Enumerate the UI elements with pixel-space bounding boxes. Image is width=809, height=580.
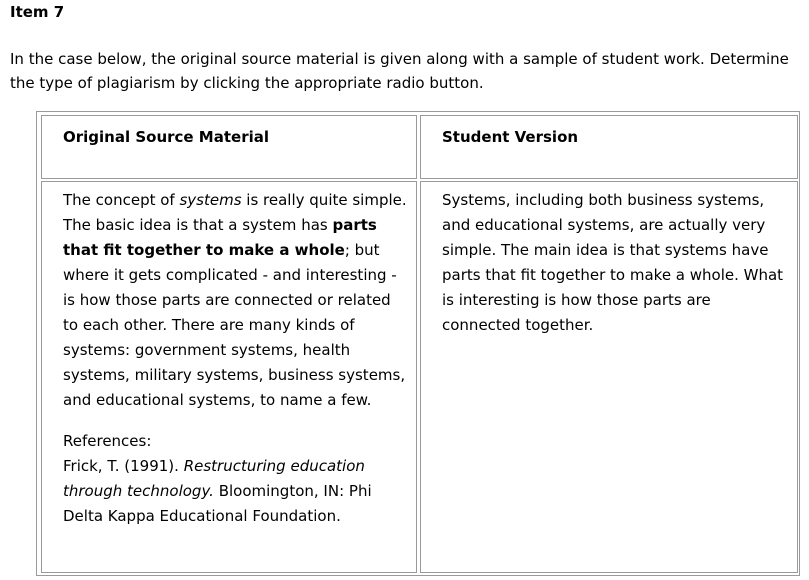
student-version-cell — [420, 181, 798, 573]
original-source-header — [41, 115, 417, 179]
reference-publisher: Bloomington, IN: Phi Delta Kappa Educational Foundation. — [63, 482, 372, 525]
student-version-header — [420, 115, 798, 179]
reference-citation — [63, 454, 408, 529]
instructions-text: In the case below, the original source material is given along with a sample of student work. Determine the type of plagiarism by clicking the appropriate radio button. — [10, 50, 789, 92]
reference-title: Restructuring education through technology. — [63, 457, 365, 500]
reference-author: Frick, T. (1991). — [63, 457, 184, 475]
original-source-text — [63, 188, 408, 413]
student-version-text: Systems, including both business systems, and educational systems, are actually very simple. The main idea is that systems have parts that fit together to make a whole. What is interesting is how those parts are connected together. — [442, 191, 784, 334]
original-text-part1: The concept of — [63, 191, 180, 209]
case-comparison-table — [36, 111, 800, 576]
student-version-header-label: Student Version — [442, 128, 579, 146]
references-label: References: — [63, 432, 152, 450]
original-text-bold-phrase: parts that fit together to make a whole — [63, 216, 377, 259]
original-text-part3: ; but where it gets complicated - and interesting - is how those parts are connected or related to each other. There are many kinds of systems: government systems, health systems, military systems, business systems, and educational systems, to name a few. — [63, 241, 406, 409]
original-source-header-label: Original Source Material — [63, 128, 270, 146]
original-text-italic-systems: systems — [179, 191, 242, 209]
original-source-cell — [41, 181, 417, 573]
item-title: Item 7 — [10, 3, 65, 21]
original-text-part2: is really quite simple. The basic idea is that a system has — [63, 191, 407, 234]
